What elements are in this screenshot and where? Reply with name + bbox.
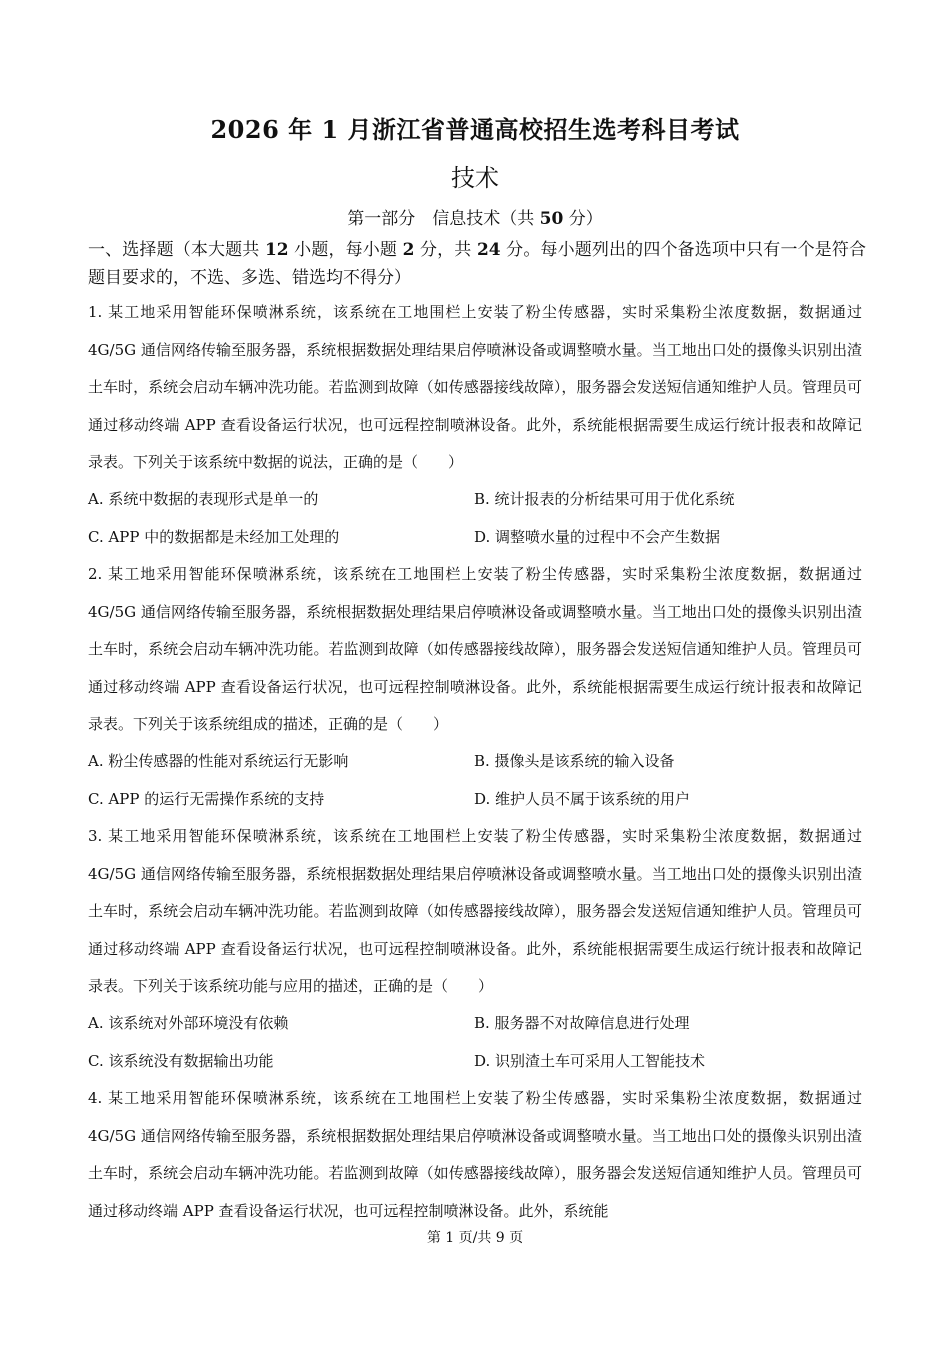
question-3-options — [88, 1005, 862, 1080]
section-text-1: 一、选择题（本大题共 — [88, 240, 265, 260]
option-a[interactable]: A. 该系统对外部环境没有依赖 — [88, 1014, 289, 1032]
option-b[interactable]: B. 摄像头是该系统的输入设备 — [474, 752, 675, 770]
exam-subject: 技术 — [451, 164, 499, 192]
option-a[interactable]: A. 系统中数据的表现形式是单一的 — [88, 490, 319, 508]
option-row — [88, 1005, 862, 1043]
question-number: 4. — [88, 1089, 103, 1107]
option-b[interactable]: B. 统计报表的分析结果可用于优化系统 — [474, 490, 735, 508]
option-row — [88, 781, 862, 819]
section-per-score: 2 — [402, 240, 415, 260]
option-b[interactable]: B. 服务器不对故障信息进行处理 — [474, 1014, 690, 1032]
option-row — [88, 519, 862, 557]
option-c[interactable]: C. 该系统没有数据输出功能 — [88, 1051, 274, 1070]
question-stem: 某工地采用智能环保喷淋系统，该系统在工地围栏上安装了粉尘传感器，实时采集粉尘浓度数据，数据通过 4G/5G 通信网络传输至服务器，系统根据数据处理结果启停喷淋设备或调整喷水量。当工地出口处的摄像头识别出渣土车时，系统会启动车辆冲洗功能。若监测到故障（如传感器接线故障），服务器会发送短信通知维护人员。管理员可通过移动终端 APP 查看设备运行状况，也可远程控制喷淋设备。此外，系统能根据需要生成运行统计报表和故障记录表。下列关于该系统中数据的说法，正确的是（ ） — [88, 303, 862, 471]
question-number: 2. — [88, 565, 103, 583]
question-1-options — [88, 481, 862, 556]
section-question-count: 12 — [264, 240, 289, 260]
option-d[interactable]: D. 维护人员不属于该系统的用户 — [474, 789, 691, 808]
question-4 — [88, 1080, 862, 1230]
question-stem: 某工地采用智能环保喷淋系统，该系统在工地围栏上安装了粉尘传感器，实时采集粉尘浓度数据，数据通过 4G/5G 通信网络传输至服务器，系统根据数据处理结果启停喷淋设备或调整喷水量。当工地出口处的摄像头识别出渣土车时，系统会启动车辆冲洗功能。若监测到故障（如传感器接线故障），服务器会发送短信通知维护人员。管理员可通过移动终端 APP 查看设备运行状况，也可远程控制喷淋设备。此外，系统能 — [88, 1089, 862, 1220]
option-c[interactable]: C. APP 的运行无需操作系统的支持 — [88, 789, 325, 808]
section-text-3: 分，共 — [414, 240, 477, 260]
part-heading-prefix: 第一部分 信息技术（共 — [347, 209, 540, 229]
option-a[interactable]: A. 粉尘传感器的性能对系统运行无影响 — [88, 752, 349, 770]
question-number: 3. — [88, 827, 103, 845]
question-3 — [88, 818, 862, 1006]
question-2-options — [88, 743, 862, 818]
section-text-4: 分。每小题列出的四个备选项中只有一个是符合题目要求的，不选、多选、错选均不得分） — [88, 240, 867, 288]
option-row — [88, 481, 862, 519]
part-heading-suffix: 分） — [563, 209, 603, 229]
section-text-2: 小题，每小题 — [288, 240, 403, 260]
question-2 — [88, 556, 862, 744]
option-row — [88, 743, 862, 781]
option-d[interactable]: D. 调整喷水量的过程中不会产生数据 — [474, 527, 721, 546]
option-d[interactable]: D. 识别渣土车可采用人工智能技术 — [474, 1051, 706, 1070]
page-footer: 第 1 页/共 9 页 — [426, 1230, 524, 1246]
question-1 — [88, 294, 862, 482]
section-instructions — [88, 236, 866, 292]
question-number: 1. — [88, 303, 103, 321]
section-total-score: 24 — [476, 240, 501, 260]
option-row — [88, 1043, 862, 1081]
question-stem: 某工地采用智能环保喷淋系统，该系统在工地围栏上安装了粉尘传感器，实时采集粉尘浓度数据，数据通过 4G/5G 通信网络传输至服务器，系统根据数据处理结果启停喷淋设备或调整喷水量。当工地出口处的摄像头识别出渣土车时，系统会启动车辆冲洗功能。若监测到故障（如传感器接线故障），服务器会发送短信通知维护人员。管理员可通过移动终端 APP 查看设备运行状况，也可远程控制喷淋设备。此外，系统能根据需要生成运行统计报表和故障记录表。下列关于该系统组成的描述，正确的是（ ） — [88, 565, 862, 733]
question-stem: 某工地采用智能环保喷淋系统，该系统在工地围栏上安装了粉尘传感器，实时采集粉尘浓度数据，数据通过 4G/5G 通信网络传输至服务器，系统根据数据处理结果启停喷淋设备或调整喷水量。当工地出口处的摄像头识别出渣土车时，系统会启动车辆冲洗功能。若监测到故障（如传感器接线故障），服务器会发送短信通知维护人员。管理员可通过移动终端 APP 查看设备运行状况，也可远程控制喷淋设备。此外，系统能根据需要生成运行统计报表和故障记录表。下列关于该系统功能与应用的描述，正确的是（ ） — [88, 827, 862, 995]
part-score: 50 — [539, 209, 564, 229]
part-heading — [0, 206, 950, 232]
option-c[interactable]: C. APP 中的数据都是未经加工处理的 — [88, 527, 340, 546]
exam-title: 2026 年 1 月浙江省普通高校招生选考科目考试 — [210, 115, 740, 144]
